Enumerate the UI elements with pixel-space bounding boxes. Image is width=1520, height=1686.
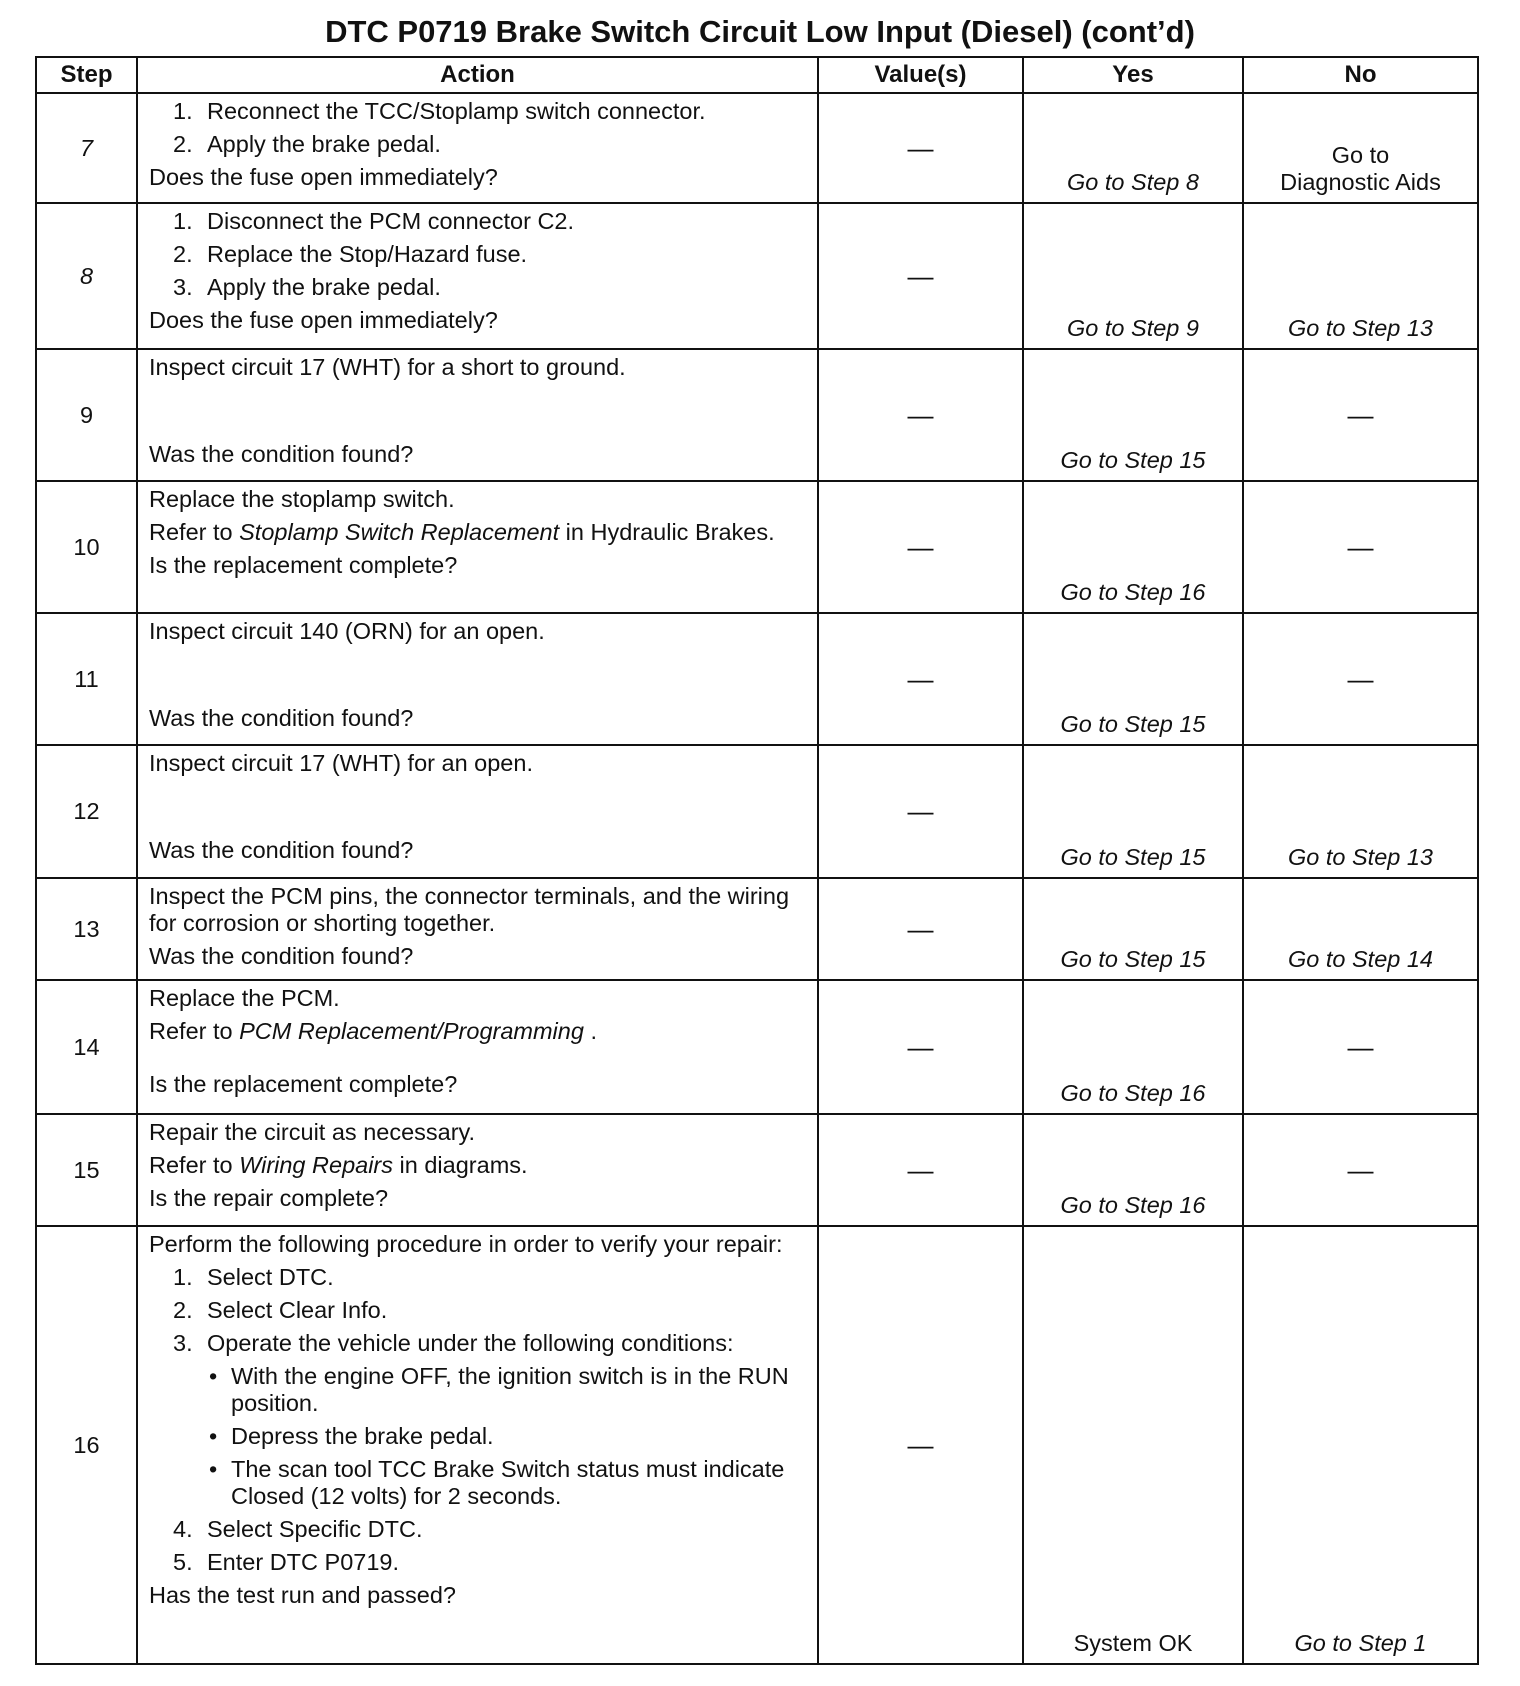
- table-row: [36, 349, 1478, 481]
- page-title: DTC P0719 Brake Switch Circuit Low Input (Diesel) (cont’d): [325, 14, 1195, 49]
- no-cell: Go to Step 1: [1243, 1226, 1478, 1664]
- table-row: [36, 1226, 1478, 1664]
- header-row: [36, 57, 1478, 93]
- step-number: 15: [36, 1114, 137, 1226]
- step-number: 8: [36, 203, 137, 349]
- table-row: [36, 203, 1478, 349]
- value-cell: —: [818, 1226, 1023, 1664]
- step-number: 9: [36, 349, 137, 481]
- yes-cell: Go to Step 15: [1023, 349, 1243, 481]
- action-cell: Perform the following procedure in order to verify your repair: 1. Select DTC. 2. Select Clear Info. 3. Operate the vehicle under the following conditions: • With the engine OFF, the ignition switch is in the RUN position. • Depress the brake pedal. • The scan tool TCC Brake Switch status must indicate Closed (12 volts) for 2 seconds. 4. Select Specific DTC. 5. Enter DTC P0719. Has the test run and passed?: [137, 1226, 818, 1664]
- action-question: Was the condition found?: [149, 441, 414, 467]
- table-row: [36, 745, 1478, 878]
- header-action: Action: [137, 57, 818, 93]
- action-cell: [137, 745, 818, 878]
- action-item: Operate the vehicle under the following conditions:: [207, 1330, 734, 1356]
- action-refer: Refer to Wiring Repairs in diagrams.: [149, 1152, 528, 1178]
- action-refer: Refer to Stoplamp Switch Replacement in Hydraulic Brakes.: [149, 519, 775, 545]
- header-values: Value(s): [818, 57, 1023, 93]
- reference-link: Wiring Repairs: [239, 1152, 394, 1178]
- no-cell: [1243, 93, 1478, 203]
- action-question: Has the test run and passed?: [149, 1582, 457, 1608]
- table-row: [36, 1114, 1478, 1226]
- header-no: No: [1243, 57, 1478, 93]
- action-text: Inspect the PCM pins, the connector terminals, and the wiring for corrosion or shorting together.: [149, 883, 790, 936]
- table-row: [36, 878, 1478, 980]
- action-text: Perform the following procedure in order to verify your repair:: [149, 1231, 783, 1257]
- no-cell: —: [1243, 613, 1478, 745]
- action-text: Inspect circuit 17 (WHT) for an open.: [149, 750, 533, 776]
- step-number: 12: [36, 745, 137, 878]
- bullet-icon: •: [209, 1363, 218, 1389]
- yes-cell: Go to Step 15: [1023, 745, 1243, 878]
- value-cell: —: [818, 93, 1023, 203]
- action-item: Replace the Stop/Hazard fuse.: [207, 241, 528, 267]
- yes-cell: Go to Step 8: [1023, 93, 1243, 203]
- no-line: Diagnostic Aids: [1280, 169, 1441, 195]
- action-question: Does the fuse open immediately?: [149, 164, 498, 190]
- action-item: Reconnect the TCC/Stoplamp switch connector.: [207, 98, 706, 124]
- value-cell: —: [818, 349, 1023, 481]
- action-cell: [137, 878, 818, 980]
- action-text: Inspect circuit 17 (WHT) for a short to ground.: [149, 354, 626, 380]
- value-cell: —: [818, 481, 1023, 613]
- yes-cell: Go to Step 9: [1023, 203, 1243, 349]
- value-cell: —: [818, 878, 1023, 980]
- action-cell: [137, 1114, 818, 1226]
- no-cell: Go to Step 14: [1243, 878, 1478, 980]
- action-question: Is the replacement complete?: [149, 1071, 458, 1097]
- table-row: [36, 980, 1478, 1114]
- yes-cell: Go to Step 15: [1023, 613, 1243, 745]
- value-cell: —: [818, 613, 1023, 745]
- action-cell: 1. Reconnect the TCC/Stoplamp switch connector. 2. Apply the brake pedal. Does the fuse open immediately?: [137, 93, 818, 203]
- yes-cell: Go to Step 16: [1023, 980, 1243, 1114]
- action-question: Is the repair complete?: [149, 1185, 389, 1211]
- yes-cell: Go to Step 15: [1023, 878, 1243, 980]
- action-question: Does the fuse open immediately?: [149, 307, 498, 333]
- step-number: 7: [36, 93, 137, 203]
- action-item: Select Clear Info.: [207, 1297, 388, 1323]
- yes-cell: Go to Step 16: [1023, 481, 1243, 613]
- action-item: Apply the brake pedal.: [207, 131, 441, 157]
- bullet-icon: •: [209, 1423, 218, 1449]
- value-cell: —: [818, 745, 1023, 878]
- diagnostic-table: [35, 56, 1479, 1665]
- reference-link: Stoplamp Switch Replacement: [239, 519, 560, 545]
- action-item: Select Specific DTC.: [207, 1516, 423, 1542]
- action-text: Replace the PCM.: [149, 985, 340, 1011]
- no-cell: —: [1243, 349, 1478, 481]
- action-text: Replace the stoplamp switch.: [149, 486, 455, 512]
- action-question: Was the condition found?: [149, 837, 414, 863]
- action-refer: Refer to PCM Replacement/Programming .: [149, 1018, 597, 1044]
- table-row: [36, 481, 1478, 613]
- table-row: [36, 613, 1478, 745]
- header-yes: Yes: [1023, 57, 1243, 93]
- step-number: 13: [36, 878, 137, 980]
- action-text: Repair the circuit as necessary.: [149, 1119, 476, 1145]
- bullet-item: With the engine OFF, the ignition switch is in the RUN position.: [231, 1363, 789, 1416]
- action-cell: [137, 481, 818, 613]
- step-number: 14: [36, 980, 137, 1114]
- action-question: Was the condition found?: [149, 705, 414, 731]
- no-cell: —: [1243, 481, 1478, 613]
- no-line: Go to: [1331, 142, 1390, 168]
- action-cell: 1. Disconnect the PCM connector C2. 2. Replace the Stop/Hazard fuse. 3. Apply the brake pedal. Does the fuse open immediately?: [137, 203, 818, 349]
- header-step: Step: [36, 57, 137, 93]
- action-item: Disconnect the PCM connector C2.: [207, 208, 575, 234]
- no-cell: —: [1243, 1114, 1478, 1226]
- yes-cell: System OK: [1023, 1226, 1243, 1664]
- value-cell: —: [818, 203, 1023, 349]
- no-cell: Go to Step 13: [1243, 203, 1478, 349]
- bullet-item: The scan tool TCC Brake Switch status must indicate Closed (12 volts) for 2 seconds.: [231, 1456, 785, 1509]
- action-cell: [137, 980, 818, 1114]
- no-cell: Go to Step 13: [1243, 745, 1478, 878]
- step-number: 11: [36, 613, 137, 745]
- bullet-icon: •: [209, 1456, 218, 1482]
- yes-cell: Go to Step 16: [1023, 1114, 1243, 1226]
- value-cell: —: [818, 980, 1023, 1114]
- action-text: Inspect circuit 140 (ORN) for an open.: [149, 618, 545, 644]
- reference-link: PCM Replacement/Programming: [239, 1018, 584, 1044]
- action-item: Select DTC.: [207, 1264, 334, 1290]
- action-cell: [137, 613, 818, 745]
- action-question: Was the condition found?: [149, 943, 414, 969]
- action-cell: [137, 349, 818, 481]
- no-cell: —: [1243, 980, 1478, 1114]
- step-number: 16: [36, 1226, 137, 1664]
- table-row: [36, 93, 1478, 203]
- action-item: Apply the brake pedal.: [207, 274, 441, 300]
- action-item: Enter DTC P0719.: [207, 1549, 400, 1575]
- value-cell: —: [818, 1114, 1023, 1226]
- step-number: 10: [36, 481, 137, 613]
- action-question: Is the replacement complete?: [149, 552, 458, 578]
- bullet-item: Depress the brake pedal.: [231, 1423, 494, 1449]
